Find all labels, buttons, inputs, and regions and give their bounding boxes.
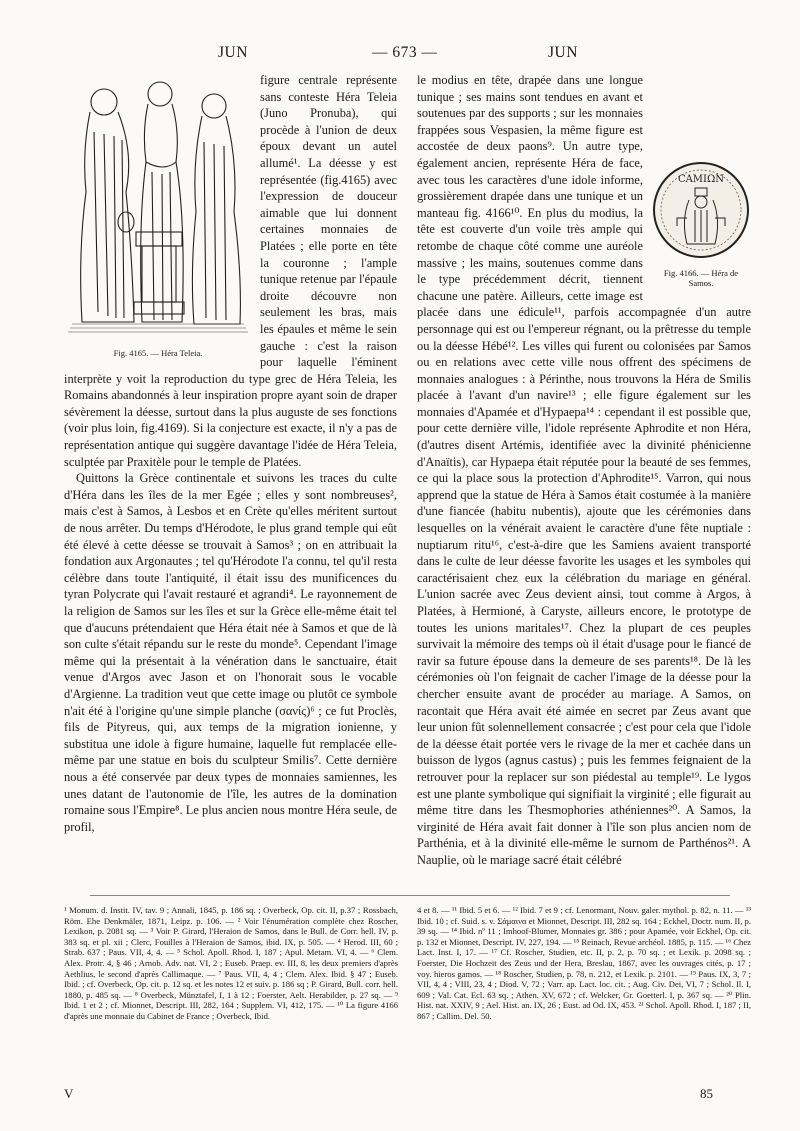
header-right: JUN [548, 44, 578, 61]
figure-4166-caption: Fig. 4166. — Héra de Samos. [663, 267, 739, 288]
left-paragraph-2: Quittons la Grèce continentale et suivons les traces du culte d'Héra dans les îles de la mer Egée ; elles y sont nombreuses², mais c'est à Samos, à Lesbos et en Crète qu'elles méritent surtout de nous arrêter. Du temps d'Hérodote, le plus grand temple qui eût été élevé à cette déesse se trouvait à Samos³ ; on en attribuait la fondation aux Argonautes ; tel qu'Hérodote l'a connu, tel qu'il resta célèbre dans toute l'antiquité, il était issu des munificences du tyran Polycrate qui l'avait restauré et agrandi⁴. Le rayonnement de la religion de Samos sur les îles et sur la Grèce elle-même était tel que d'aucuns prétendaient que Héra était née à Samos et que de là son culte s'était répandu sur le reste du monde⁵. Cependant l'image même qui la présentait à la vénération dans le sanctuaire, était venue d'Argos avec Jason et on l'honorait sous le vocable d'Argienne. La tradition veut que cette image ou plutôt ce symbole n'ait été à l'origine qu'une simple planche (σανίς)⁶ ; ce fut Proclès, fils de Pityreus, qui, aux temps de la migration ionienne, y substitua une idole à figure humaine, laquelle fut remplacée elle-même par une statue en bois du sculpteur Smilis⁷. Cette dernière nous a été conservée par deux types de monnaies samiennes, les unes datant de l'autonomie de l'île, les autres de la domination romaine sous l'Empire⁸. Le plus ancien nous montre Héra seule, de profil, [64, 471, 397, 834]
sheet-number: 85 [700, 1086, 713, 1101]
hera-teleia-engraving-icon [64, 72, 252, 340]
running-header [0, 44, 800, 68]
figure-4165 [64, 72, 252, 358]
signature-mark: V [64, 1086, 74, 1101]
left-paragraph-1: figure centrale représente sans conteste Héra Teleia (Juno Pronuba), qui procède à l'union de deux époux devant un autel allumé¹. La déesse y est représentée (fig.4165) avec l'expression de douceur aimable que lui donnent certaines monnaies de Platées ; elle porte en tête la couronne ; l'ample tunique retenue par l'épaule droite découvre non seulement les bras, mais les épaules et même le sein gauche : c'est la raison pour laquelle l'éminent interprète y voit la reproduction du type grec de Héra Teleia, les Romains abandonnés à leur inspiration propre ayant soin de draper sévèrement la déesse, surtout dans la plus auguste de ses fonctions (voir plus loin, fig.4169). Si la conjecture est exacte, il n'y a pas de représentation antique qui suggère davantage l'idée de Héra Teleia, sculptée par Praxitèle pour le temple de Platées. [64, 73, 397, 469]
figure-4165-caption: Fig. 4165. — Héra Teleia. [113, 347, 203, 358]
left-column [64, 72, 397, 835]
header-left: JUN [218, 44, 248, 61]
footnote-rule [90, 895, 730, 896]
right-paragraph-1: le modius en tête, drapée dans une longue tunique ; ses mains sont tendues en avant et soutenues par des supports ; sur les monnaies frappées sous Vespasien, la même figure est accostée de deux paons⁹. Un autre type, également ancien, représente Héra de face, avec tous les caractères d'une idole informe, grossièrement drapée dans une tunique et un manteau fig. 4166¹⁰. En plus du modius, la tête est couverte d'un voile très ample qui retombe de chaque côté comme une auréole massive ; les mains, soutenues comme dans le type précédemment décrit, tiennent chacune une patère. Ailleurs, cette image est placée dans une édicule¹¹, parfois accompagnée d'un autre personnage qui est ou l'empereur régnant, ou la prêtresse du temple ou la déesse Hébé¹². Les villes qui furent ou colonisées par Samos ou en relations avec cette ville nous offrent des spécimens de monnaies analogues : à Périnthe, nous trouvons la Héra de Smilis placée à l'avant d'un navire¹³ ; elle figure également sur les monnaies d'Apamée et d'Hypaepa¹⁴ : cependant il est possible que, pour cette dernière ville, l'idole représente Aphrodite et non Héra, (d'autres disent Artémis, identifiée avec la divinité phénicienne d'Anaïtis), car Hypaepa était réputée pour la beauté de ses femmes, ce qui la place sous la protection d'Aphrodite¹⁵. Varron, qui nous apprend que la statue de Héra à Samos était costumée à la manière d'une fiancée (habitu nubentis), ajoute que les cérémonies dans lesquelles on la vénérait avaient le caractère d'une fête nuptiale : nuptiarum ritu¹⁶, c'est-à-dire que les Samiens avaient transporté dans le culte de leur déesse favorite les usages et les symboles qui caractérisaient chez eux la célébration du mariage en général. L'union sacrée avec Zeus devient ainsi, tout comme à Argos, à Platées, à Hermioné, à Caryste, ailleurs encore, le prototype de toutes les unions maritales¹⁷. Chez la plupart de ces peuples survivait la mémoire des temps où il était d'usage pour le fiancé de ravir sa future épouse dans la demeure de ses parents¹⁸. De là les cérémonies où l'on feignait de cacher l'image de la déesse pour la chercher ensuite avant de procéder au mariage. A Samos, on racontait que Héra avait été aimée en secret par Zeus avant que leur union fût solennellement consacrée ; c'est pour cela que l'idole de la déesse était portée vers le rivage de la mer et cachée dans un buisson de lygos (agnus castus) ; puis les femmes feignaient de la retrouver pour la replacer sur son piédestal au temple¹⁹. Le lygos est une plante symbolique qui signifiait la virginité ; elle figurait au même titre dans les Thesmophories athéniennes²⁰. A Samos, la virginité de Héra avait fait donner à l'île son plus ancien nom de Parthénia, et à la divinité elle-même le surnom de Parthénos²¹. A Nauplie, où le mariage sacré était célébré [417, 73, 751, 867]
right-column [417, 72, 751, 869]
page-number: — 673 — [372, 44, 438, 61]
footnotes-left: ¹ Monum. d. Instit. IV, tav. 9 ; Annali, 1845, p. 186 sq. ; Overbeck, Op. cit. II, p.37 ; Rossbach, Röm. Ehe Denkmäler, 1871, Leipz. p. 106. — ² Voir l'énumération complète chez Roscher, Lexikon, p. 2081 sq. — ³ Voir P. Girard, l'Heraion de Samos, dans le Bull. de Corr. hell. IV, p. 383 sq. et pl. xii ; Clerc, Fouilles à l'Heraion de Samos, ibid. IX, p. 505. — ⁴ Herod. III, 60 ; Strab. 637 ; Paus. VII, 4, 4. — ⁵ Schol. Apoll. Rhod. I, 187 ; Apul. Metam. VI, 4. — ⁶ Clem. Alex. Protr. 4, § 46 ; Arnob. Adv. nat. VI, 2 ; Euseb. Praep. ev. III, 8, les deux premiers d'après Aethlius, le second d'après Callimaque. — ⁷ Paus. VII, 4, 4 ; Clem. Alex. Ibid. § 47 ; Euseb. Ibid. ; cf. Overbeck, Op. cit. p. 12 sq. et les notes 12 et suiv. p. 186 sq ; P. Girard, Bull. corr. hell. 1880, p. 485 sq. — ⁸ Overbeck, Münztafel, I, 1 à 12 ; Foerster, Aelt. Herabilder, p. 27 sq. — ⁹ Ibid. 1 et 2 ; cf. Mionnet, Descript. III, 282, 164 ; Supplem. VI, 412, 175. — ¹⁰ La figure 4166 d'après une monnaie du Cabinet de France ; Overbeck, Ibid. [64, 905, 398, 1021]
figure-4166 [651, 160, 751, 288]
samian-coin-icon [651, 160, 751, 260]
coin-legend: CΑΜΙΩΝ [677, 174, 725, 185]
footnotes-right: 4 et 8. — ¹¹ Ibid. 5 et 6. — ¹² Ibid. 7 et 9 ; cf. Lenormant, Nouv. galer. mythol. p. 82, n. 11. — ¹³ Ibid. 10 ; cf. Suid. s. v. Σάμαινα et Mionnet, Descript. III, 282 sq. 164 ; Eckhel, Doctr. num. II, p. 39 sq. — ¹⁴ Ibid. nº 11 ; Imhoof-Blumer, Monnaies gr. 386 ; pour Apamée, voir Eckhel, Op. cit. p. 132 et Mionnet, Descript. IV, 227, 194. — ¹⁵ Reinach, Revue archéol. 1885, p. 115. — ¹⁶ Chez Lact. Inst. I, 17. — ¹⁷ Cf. Roscher, Studien, etc. II, p. 2, p. 70 sq. ; et Lexik. p. 2098 sq. ; Foerster, Die Hochzeit des Zeus und der Hera, Breslau, 1867, avec les ouvrages cités, p. 17 ; voy. hieros gamos. — ¹⁸ Roscher, Studien, p. 78, n. 212, et Lexik. p. 2101. — ¹⁹ Paus. IX, 3, 7 ; VII, 4, 4 ; VIII, 23, 4 ; Diod. V, 72 ; Varr. ap. Lact. loc. cit. ; Aug. Civ. Dei, VI, 7 ; Schol. Il. I, 609 ; Val. Cat. Ecl. 63 sq. ; Athen. XV, 672 ; cf. Welcker, Gr. Goetterl. I, p. 367 sq. — ²⁰ Plin. Hist. nat. XXIV, 9 ; Ael. Hist. an. IX, 26 ; Eust. ad Od. IX, 453. ²¹ Schol. Apoll. Rhod. I, 187 ; II, 867 ; Callim. Del. 50. [417, 905, 751, 1021]
